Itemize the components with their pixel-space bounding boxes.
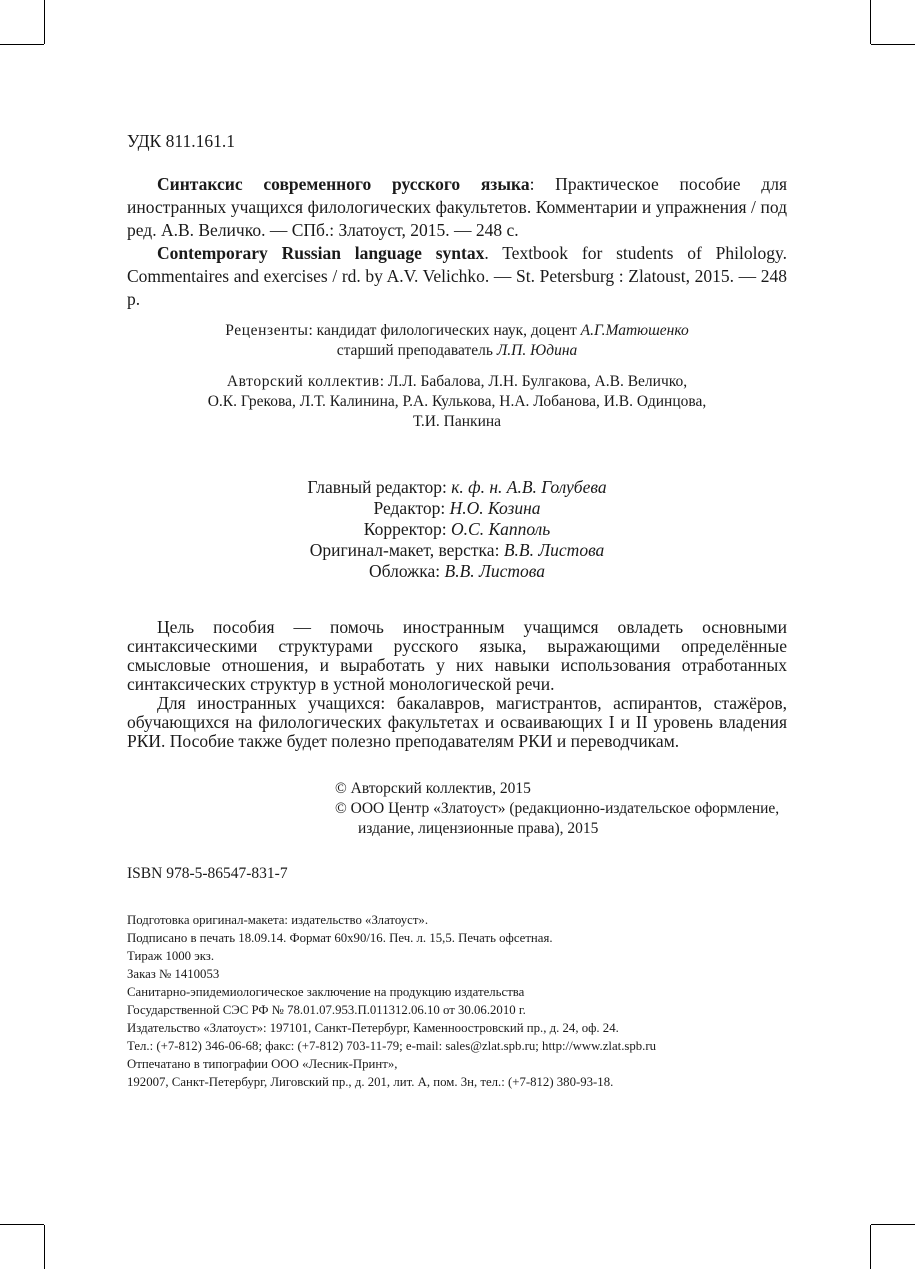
reviewer-2-name: Л.П. Юдина xyxy=(496,342,578,359)
copyright-line-2: © ООО Центр «Златоуст» (редакционно-издательское оформление, издание, лицензионные права), 2015 xyxy=(335,800,780,837)
editor-name: Н.О. Козина xyxy=(449,498,541,518)
authors-names-1: : Л.Л. Бабалова, Л.Н. Булгакова, А.В. Величко, xyxy=(379,373,688,390)
editor-role: Корректор: xyxy=(363,519,452,539)
crop-mark-top-left-horizontal xyxy=(0,44,44,45)
imprint-line: 192007, Санкт-Петербург, Лиговский пр., д. 201, лит. А, пом. 3н, тел.: (+7-812) 380-93-18. xyxy=(127,1075,614,1089)
reviewers-line-2 xyxy=(127,341,787,361)
editorial-staff xyxy=(127,477,787,582)
reviewer-2-title: старший преподаватель xyxy=(336,342,497,359)
authors xyxy=(127,372,787,432)
biblio-ru-details: : Практическое пособие для иностранных учащихся филологических факультетов. Комментарии и упражнения / под ред. А.В. Величко. — СПб.: Златоуст, 2015. — 248 с. xyxy=(127,174,787,240)
imprint xyxy=(127,911,787,1091)
crop-mark-bottom-right-horizontal xyxy=(871,1224,915,1225)
editor-row xyxy=(127,498,787,519)
udk-code: УДК 811.161.1 xyxy=(127,131,235,151)
crop-mark-top-left-vertical xyxy=(44,0,45,44)
editor-role: Оригинал-макет, верстка: xyxy=(309,540,504,560)
biblio-ru xyxy=(127,173,787,242)
editor-role: Редактор: xyxy=(373,498,450,518)
imprint-line: Подготовка оригинал-макета: издательство «Златоуст». xyxy=(127,913,429,927)
bibliographic-description xyxy=(127,173,787,311)
crop-mark-top-right-horizontal xyxy=(871,44,915,45)
imprint-line: Отпечатано в типографии ООО «Лесник-Принт», xyxy=(127,1057,398,1071)
imprint-line: Заказ № 1410053 xyxy=(127,967,220,981)
book-annotation xyxy=(127,618,787,751)
authors-line-2: О.К. Грекова, Л.Т. Калинина, Р.А. Кулькова, Н.А. Лобанова, И.В. Одинцова, xyxy=(207,393,707,410)
annotation-paragraph-1: Цель пособия — помочь иностранным учащимся овладеть основными синтаксическими структурами русского языка, выражающими определённые смысловые отношения, и выработать у них навыки использования отработанных синтаксических структур в устной монологической речи. xyxy=(127,617,787,694)
copyright-notice xyxy=(335,779,790,839)
biblio-en-details: . Textbook for students of Philology. Commentaires and exercises / rd. by A.V. Velichko. — St. Petersburg : Zlatoust, 2015. — 248 p. xyxy=(127,243,787,309)
editor-role: Главный редактор: xyxy=(307,477,452,497)
editor-row xyxy=(127,519,787,540)
crop-mark-bottom-left-vertical xyxy=(44,1225,45,1269)
imprint-line: Подписано в печать 18.09.14. Формат 60х90/16. Печ. л. 15,5. Печать офсетная. xyxy=(127,931,553,945)
annotation-paragraph-2: Для иностранных учащихся: бакалавров, магистрантов, аспирантов, стажёров, обучающихся на филологических факультетах и осваивающих I и II уровень владения РКИ. Пособие также будет полезно преподавателям РКИ и переводчикам. xyxy=(127,693,787,751)
biblio-en xyxy=(127,242,787,311)
reviewer-1-title: : кандидат филологических наук, доцент xyxy=(308,322,581,339)
authors-label: Авторский коллектив xyxy=(226,373,380,390)
authors-line-1 xyxy=(127,372,787,392)
imprint-line: Тираж 1000 экз. xyxy=(127,949,215,963)
biblio-ru-title: Синтаксис современного русского языка xyxy=(157,174,530,194)
crop-mark-bottom-right-vertical xyxy=(870,1225,871,1269)
crop-mark-bottom-left-horizontal xyxy=(0,1224,44,1225)
imprint-line: Тел.: (+7-812) 346-06-68; факс: (+7-812) 703-11-79; e-mail: sales@zlat.spb.ru; http://www.zlat.spb.ru xyxy=(127,1039,657,1053)
imprint-line: Издательство «Златоуст»: 197101, Санкт-Петербург, Каменноостровский пр., д. 24, оф. 24. xyxy=(127,1021,619,1035)
isbn: ISBN 978-5-86547-831-7 xyxy=(127,865,288,882)
crop-mark-top-right-vertical xyxy=(870,0,871,44)
editor-name: В.В. Листова xyxy=(444,561,545,581)
authors-line-3: Т.И. Панкина xyxy=(412,413,502,430)
editor-row xyxy=(127,477,787,498)
editor-name: к. ф. н. А.В. Голубева xyxy=(451,477,607,497)
editor-name: В.В. Листова xyxy=(503,540,605,560)
editor-row xyxy=(127,540,787,561)
editor-role: Обложка: xyxy=(369,561,445,581)
reviewers-line-1 xyxy=(127,321,787,341)
imprint-line: Государственной СЭС РФ № 78.01.07.953.П.011312.06.10 от 30.06.2010 г. xyxy=(127,1003,526,1017)
reviewer-1-name: А.Г.Матюшенко xyxy=(580,322,689,339)
imprint-line: Санитарно-эпидемиологическое заключение на продукцию издательства xyxy=(127,985,525,999)
biblio-en-title: Contemporary Russian language syntax xyxy=(157,243,485,263)
reviewers-label: Рецензенты xyxy=(225,322,309,339)
editor-name: О.С. Капполь xyxy=(451,519,551,539)
copyright-line-1: © Авторский коллектив, 2015 xyxy=(335,780,531,797)
reviewers xyxy=(127,321,787,361)
editor-row xyxy=(127,561,787,582)
